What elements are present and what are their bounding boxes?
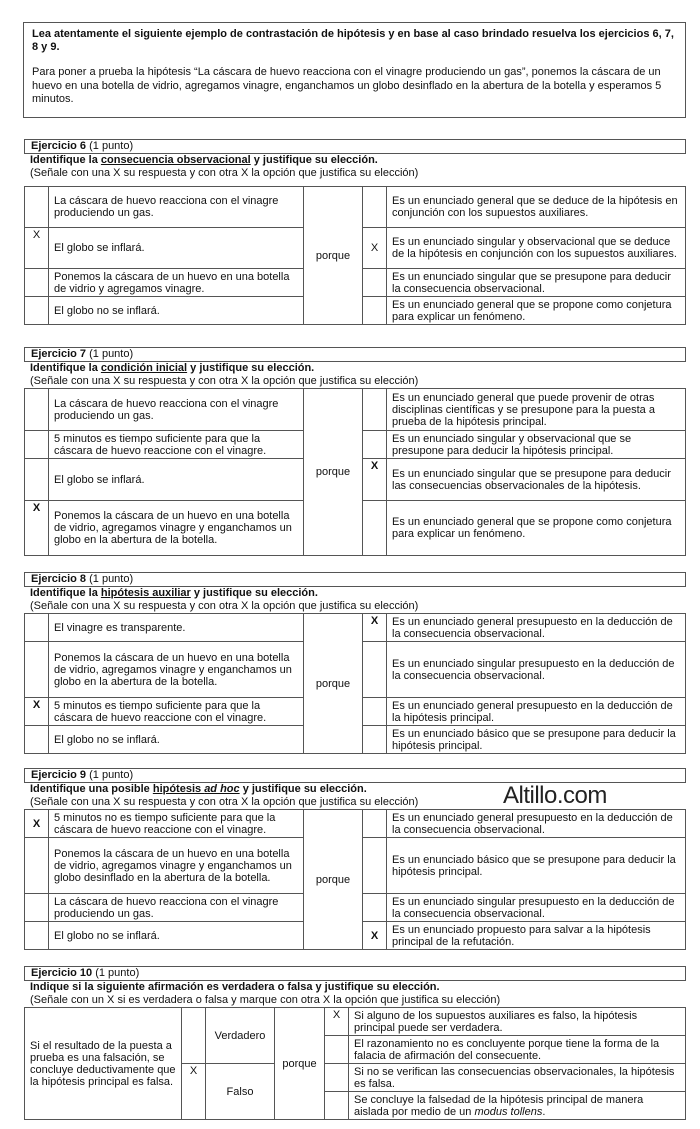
answer-option: Ponemos la cáscara de un huevo en una botella de vidrio, agregamos vinagre y enganchamos un globo en la abertura de la botella. [49, 501, 304, 556]
answer-table [24, 1007, 686, 1120]
justification-checkbox[interactable] [363, 501, 387, 556]
exercise-question: Indique si la siguiente afirmación es verdadera o falsa y justifique su elección. [30, 981, 440, 993]
justification-checkbox[interactable] [325, 1064, 349, 1092]
exercise-10 [24, 966, 686, 1120]
answer-checkbox[interactable] [25, 297, 49, 325]
justification-checkbox[interactable] [363, 431, 387, 459]
exercise-title: Ejercicio 6 (1 punto) [24, 139, 686, 154]
justification-checkbox[interactable]: X [363, 614, 387, 642]
answer-option: 5 minutos no es tiempo suficiente para que la cáscara de huevo reaccione con el vinagre. [49, 810, 304, 838]
answer-checkbox[interactable] [25, 642, 49, 698]
option-true: Verdadero [206, 1008, 275, 1064]
exercise-7 [24, 347, 686, 556]
answer-checkbox[interactable] [25, 269, 49, 297]
statement-text: Si el resultado de la puesta a prueba es una falsación, se concluye deductivamente que la hipótesis principal es falsa. [25, 1008, 182, 1120]
exercise-note: (Señale con una X su respuesta y con otra X la opción que justifica su elección) [30, 796, 419, 808]
answer-checkbox[interactable]: X [182, 1064, 206, 1120]
justification-option: Es un enunciado singular y observacional que se deduce de la hipótesis en conjunción con los supuestos auxiliares. [387, 228, 686, 269]
exercise-title: Ejercicio 7 (1 punto) [24, 347, 686, 362]
answer-option: El globo se inflará. [49, 228, 304, 269]
justification-checkbox[interactable] [325, 1036, 349, 1064]
justification-option: Es un enunciado singular presupuesto en la deducción de la consecuencia observacional. [387, 642, 686, 698]
answer-checkbox[interactable] [182, 1008, 206, 1064]
answer-table [24, 613, 686, 754]
instructions-box [23, 22, 686, 118]
answer-option: Ponemos la cáscara de un huevo en una botella de vidrio, agregamos vinagre y enganchamos un globo desinflado en la abertura de la botella. [49, 838, 304, 894]
porque-label: porque [304, 614, 363, 754]
exercise-title: Ejercicio 9 (1 punto) [24, 768, 686, 783]
justification-option: Es un enunciado general presupuesto en la deducción de la consecuencia observacional. [387, 614, 686, 642]
justification-checkbox[interactable] [363, 297, 387, 325]
justification-checkbox[interactable]: X [363, 922, 387, 950]
justification-checkbox[interactable]: X [363, 459, 387, 501]
answer-checkbox[interactable] [25, 459, 49, 501]
porque-label: porque [275, 1008, 325, 1120]
justification-checkbox[interactable]: X [325, 1008, 349, 1036]
answer-table [24, 388, 686, 556]
justification-option: Es un enunciado general que se propone como conjetura para explicar un fenómeno. [387, 297, 686, 325]
justification-checkbox[interactable]: X [363, 228, 387, 269]
answer-checkbox[interactable] [25, 922, 49, 950]
answer-checkbox[interactable]: X [25, 698, 49, 726]
answer-table [24, 809, 686, 950]
justification-option: Se concluye la falsedad de la hipótesis principal de manera aislada por medio de un modus tollens. [349, 1092, 686, 1120]
answer-option: El globo se inflará. [49, 459, 304, 501]
justification-checkbox[interactable] [363, 187, 387, 228]
justification-checkbox[interactable] [363, 698, 387, 726]
answer-checkbox[interactable] [25, 726, 49, 754]
answer-checkbox[interactable] [25, 431, 49, 459]
answer-option: Ponemos la cáscara de un huevo en una botella de vidrio, agregamos vinagre y enganchamos un globo en la abertura de la botella. [49, 642, 304, 698]
answer-option: La cáscara de huevo reacciona con el vinagre produciendo un gas. [49, 389, 304, 431]
exercise-title: Ejercicio 8 (1 punto) [24, 572, 686, 587]
answer-option: Ponemos la cáscara de un huevo en una botella de vidrio y agregamos vinagre. [49, 269, 304, 297]
justification-option: Es un enunciado general que se deduce de la hipótesis en conjunción con los supuestos auxiliares. [387, 187, 686, 228]
answer-checkbox[interactable]: X [25, 501, 49, 556]
exercise-question: Identifique la hipótesis auxiliar y justifique su elección. [30, 587, 318, 599]
answer-checkbox[interactable] [25, 187, 49, 228]
answer-option: 5 minutos es tiempo suficiente para que la cáscara de huevo reaccione con el vinagre. [49, 431, 304, 459]
justification-option: Es un enunciado general que se propone como conjetura para explicar un fenómeno. [387, 501, 686, 556]
justification-option: Es un enunciado singular que se presupone para deducir la consecuencia observacional. [387, 269, 686, 297]
justification-checkbox[interactable] [363, 389, 387, 431]
justification-checkbox[interactable] [363, 838, 387, 894]
justification-option: Si alguno de los supuestos auxiliares es falso, la hipótesis principal puede ser verdadera. [349, 1008, 686, 1036]
justification-option: Es un enunciado básico que se presupone para deducir la hipótesis principal. [387, 726, 686, 754]
justification-checkbox[interactable] [363, 810, 387, 838]
answer-option: La cáscara de huevo reacciona con el vinagre produciendo un gas. [49, 894, 304, 922]
exercise-note: (Señale con una X su respuesta y con otra X la opción que justifica su elección) [30, 167, 419, 179]
justification-option: Es un enunciado general presupuesto en la deducción de la hipótesis principal. [387, 698, 686, 726]
exercise-question: Identifique la consecuencia observacional y justifique su elección. [30, 154, 378, 166]
answer-option: El globo no se inflará. [49, 922, 304, 950]
answer-option: La cáscara de huevo reacciona con el vinagre produciendo un gas. [49, 187, 304, 228]
justification-checkbox[interactable] [363, 726, 387, 754]
justification-option: Es un enunciado propuesto para salvar a la hipótesis principal de la refutación. [387, 922, 686, 950]
justification-option: Es un enunciado general que puede provenir de otras disciplinas científicas y se presupone para la puesta a prueba de la hipótesis principal. [387, 389, 686, 431]
instructions-body: Para poner a prueba la hipótesis “La cáscara de huevo reacciona con el vinagre produciendo un gas”, ponemos la cáscara de un huevo en una botella de vidrio, agregamos vinagre, enganchamos un globo desinflado en la abertura de la botella y esperamos 5 minutos. [32, 66, 662, 105]
porque-label: porque [304, 187, 363, 325]
answer-checkbox[interactable] [25, 614, 49, 642]
justification-option: Si no se verifican las consecuencias observacionales, la hipótesis es falsa. [349, 1064, 686, 1092]
answer-checkbox[interactable] [25, 894, 49, 922]
answer-checkbox[interactable]: X [25, 228, 49, 269]
option-false: Falso [206, 1064, 275, 1120]
answer-table [24, 186, 686, 325]
justification-option: Es un enunciado general presupuesto en la deducción de la consecuencia observacional. [387, 810, 686, 838]
answer-option: El globo no se inflará. [49, 726, 304, 754]
exercise-question: Identifique una posible hipótesis ad hoc y justifique su elección. [30, 783, 367, 795]
exercise-question: Identifique la condición inicial y justifique su elección. [30, 362, 315, 374]
exercise-8 [24, 572, 686, 754]
justification-checkbox[interactable] [363, 894, 387, 922]
exercise-note: (Señale con un X si es verdadera o falsa y marque con otra X la opción que justifica su elección) [30, 994, 501, 1006]
answer-checkbox[interactable] [25, 838, 49, 894]
answer-option: El vinagre es transparente. [49, 614, 304, 642]
justification-option: El razonamiento no es concluyente porque tiene la forma de la falacia de afirmación del consecuente. [349, 1036, 686, 1064]
exercise-title: Ejercicio 10 (1 punto) [24, 966, 686, 981]
exercise-note: (Señale con una X su respuesta y con otra X la opción que justifica su elección) [30, 375, 419, 387]
answer-option: El globo no se inflará. [49, 297, 304, 325]
justification-option: Es un enunciado singular presupuesto en la deducción de la consecuencia observacional. [387, 894, 686, 922]
justification-checkbox[interactable] [325, 1092, 349, 1120]
justification-option: Es un enunciado singular que se presupone para deducir las consecuencias observacionales de la hipótesis. [387, 459, 686, 501]
answer-checkbox[interactable]: X [25, 810, 49, 838]
justification-checkbox[interactable] [363, 642, 387, 698]
justification-option: Es un enunciado singular y observacional que se presupone para deducir la hipótesis principal. [387, 431, 686, 459]
justification-checkbox[interactable] [363, 269, 387, 297]
answer-checkbox[interactable] [25, 389, 49, 431]
justification-option: Es un enunciado básico que se presupone para deducir la hipótesis principal. [387, 838, 686, 894]
exercise-note: (Señale con una X su respuesta y con otra X la opción que justifica su elección) [30, 600, 419, 612]
answer-option: 5 minutos es tiempo suficiente para que la cáscara de huevo reaccione con el vinagre. [49, 698, 304, 726]
altillo-watermark: Altillo.com [503, 782, 607, 809]
instructions-heading: Lea atentamente el siguiente ejemplo de contrastación de hipótesis y en base al caso brindado resuelva los ejercicios 6, 7, 8 y 9. [32, 28, 674, 54]
porque-label: porque [304, 810, 363, 950]
porque-label: porque [304, 389, 363, 556]
exercise-6 [24, 139, 686, 325]
